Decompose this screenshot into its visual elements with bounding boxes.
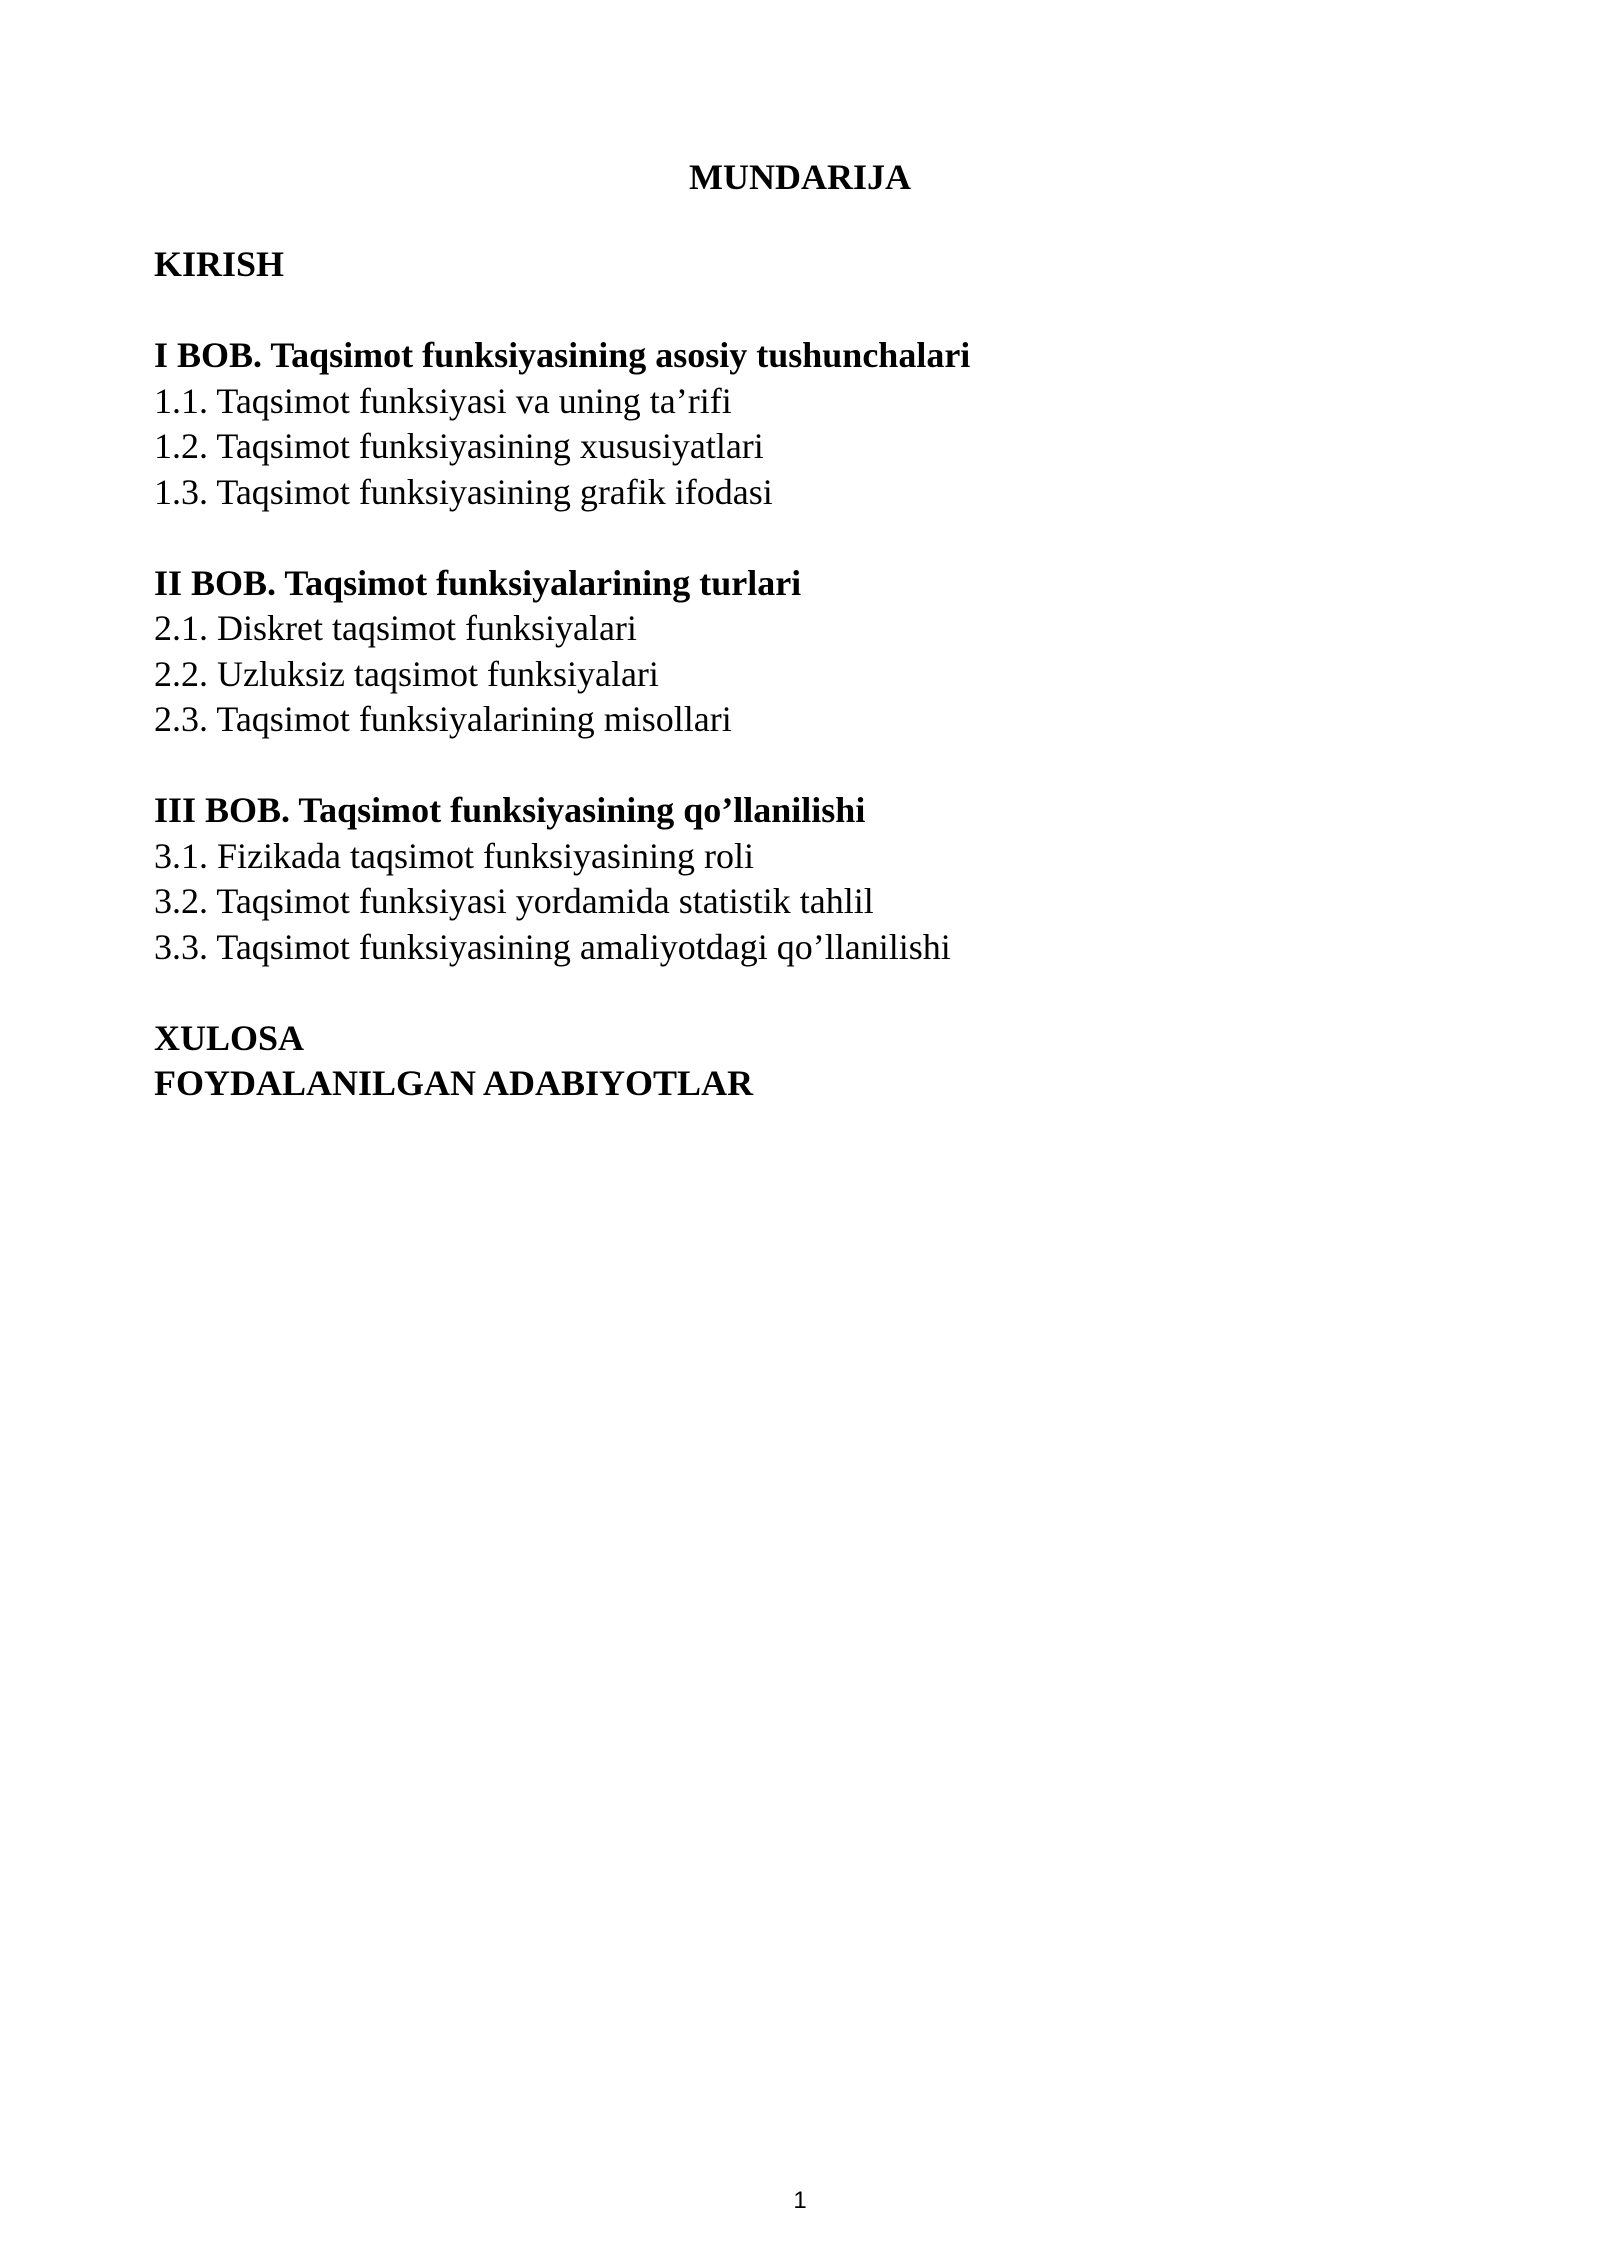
toc-section-2-1: 2.1. Diskret taqsimot funksiyalari [154, 608, 637, 648]
toc-section-1-1: 1.1. Taqsimot funksiyasi va uning ta’rifi [154, 380, 732, 421]
toc-chapter-3-heading: III BOB. Taqsimot funksiyasining qo’llanilishi [154, 790, 866, 830]
toc-intro: KIRISH [154, 244, 285, 284]
table-of-contents [154, 242, 1454, 1107]
toc-conclusion: XULOSA [154, 1017, 305, 1058]
toc-section-2-3: 2.3. Taqsimot funksiyalarining misollari [154, 699, 732, 739]
toc-references: FOYDALANILGAN ADABIYOTLAR [154, 1063, 754, 1103]
spacer [154, 970, 1454, 1016]
toc-section-3-2: 3.2. Taqsimot funksiyasi yordamida statistik tahlil [154, 881, 874, 921]
toc-section-2-2: 2.2. Uzluksiz taqsimot funksiyalari [154, 653, 659, 694]
toc-section-1-3: 1.3. Taqsimot funksiyasining grafik ifodasi [154, 471, 773, 512]
toc-chapter-1-heading: I BOB. Taqsimot funksiyasining asosiy tushunchalari [154, 335, 971, 375]
toc-section-3-3: 3.3. Taqsimot funksiyasining amaliyotdagi qo’llanilishi [154, 926, 951, 967]
spacer [154, 288, 1454, 334]
toc-section-3-1: 3.1. Fizikada taqsimot funksiyasining roli [154, 835, 754, 876]
spacer [154, 515, 1454, 561]
toc-section-1-2: 1.2. Taqsimot funksiyasining xususiyatlari [154, 426, 764, 466]
spacer [154, 743, 1454, 789]
toc-chapter-2-heading: II BOB. Taqsimot funksiyalarining turlari [154, 562, 802, 603]
page-title: MUNDARIJA [689, 157, 911, 197]
page-number: 1 [793, 2187, 807, 2214]
